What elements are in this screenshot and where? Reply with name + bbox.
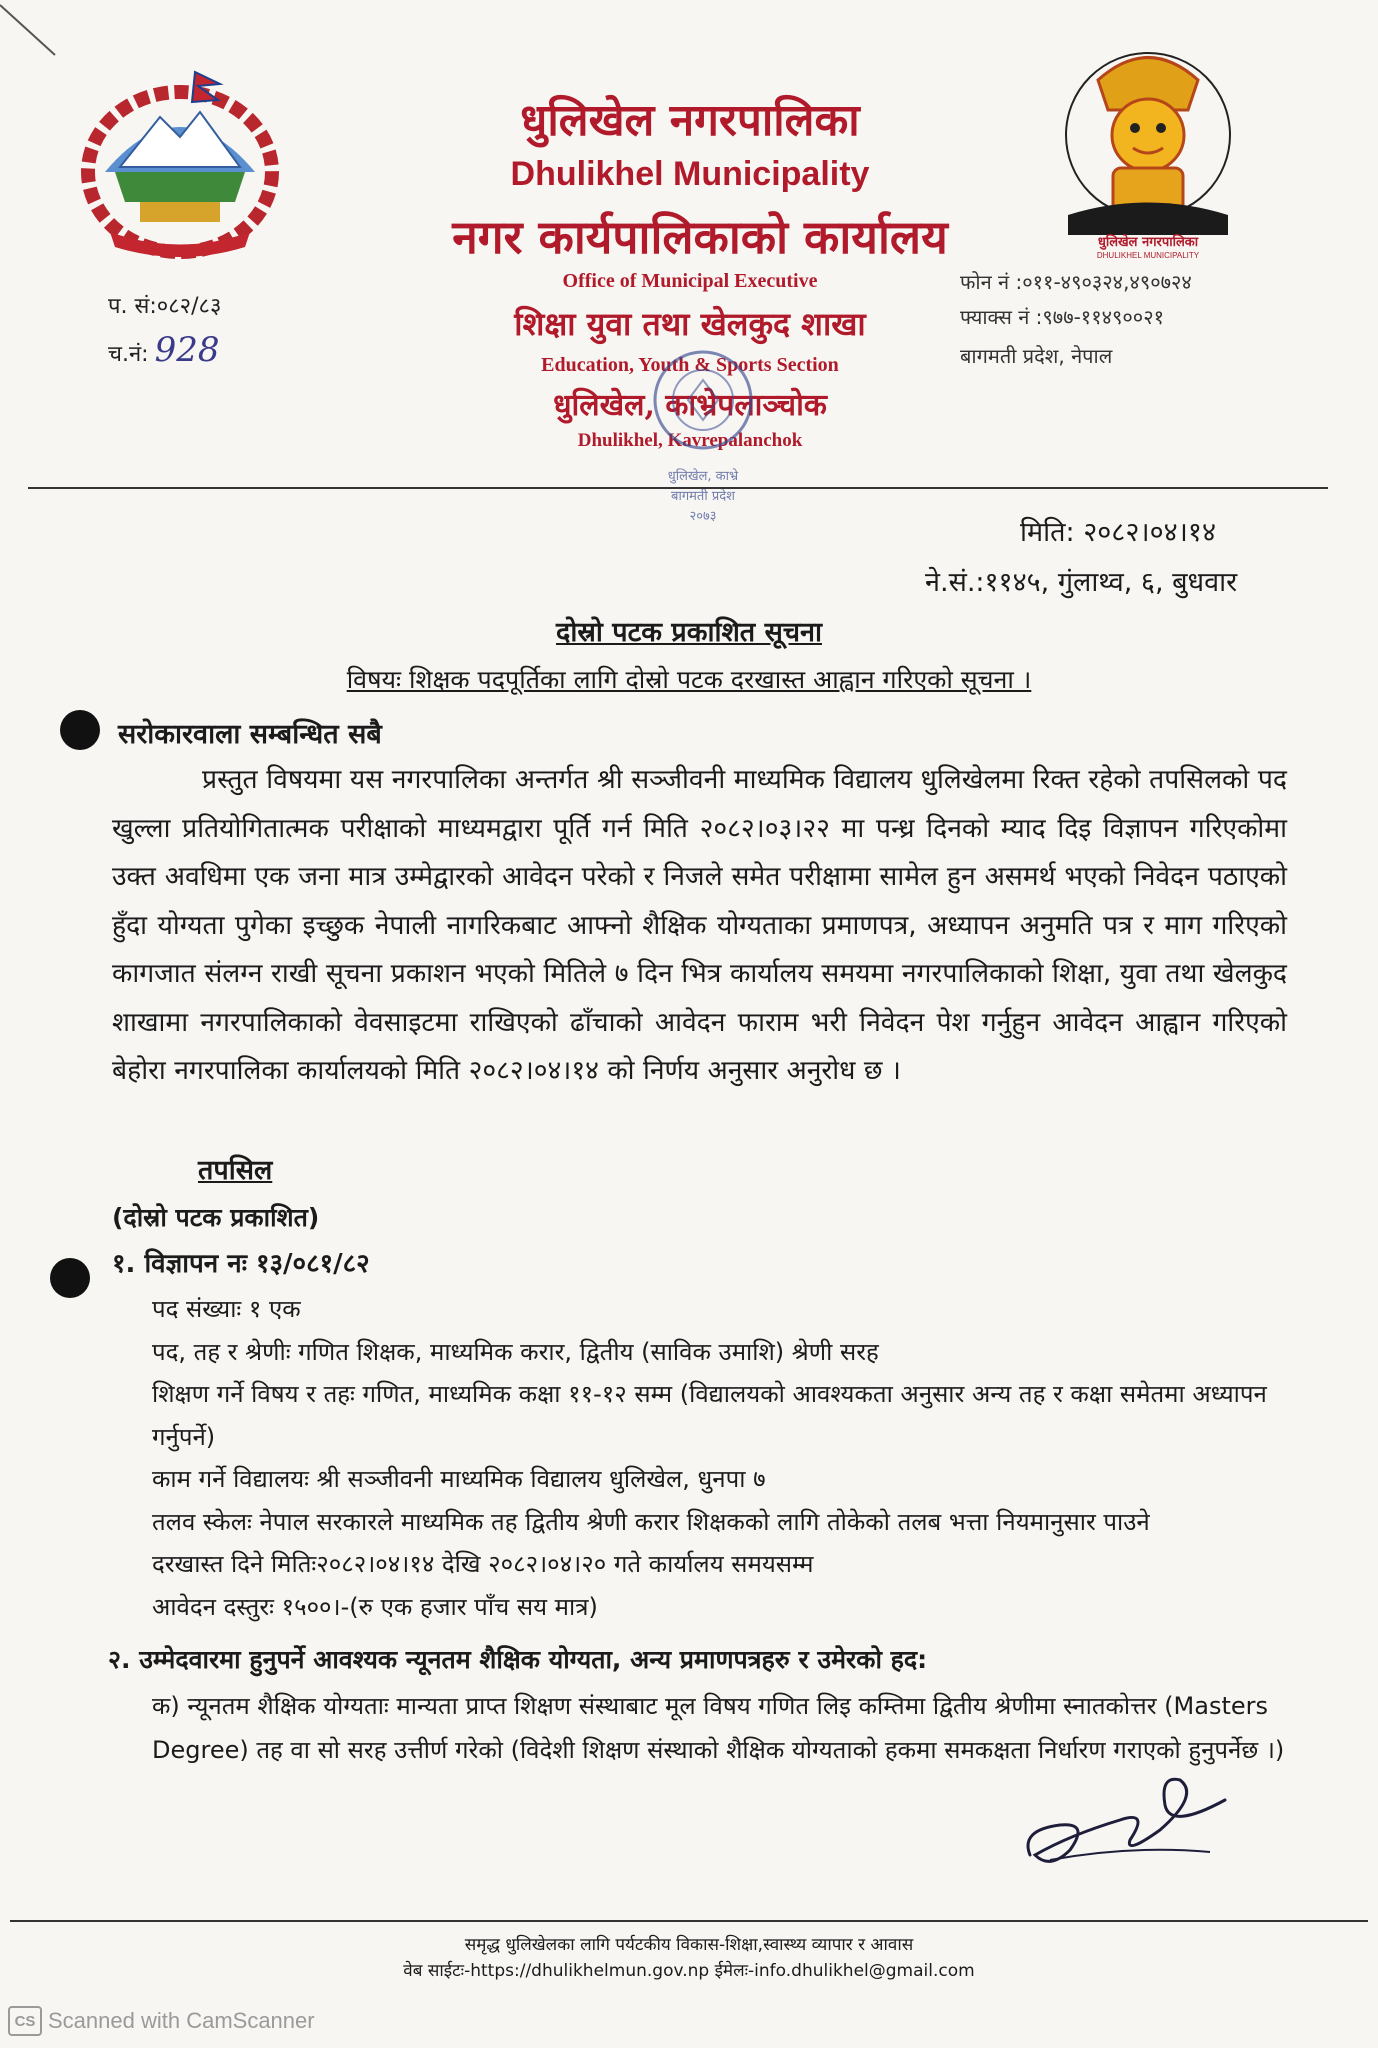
office-name-np: नगर कार्यपालिकाको कार्यालय — [452, 210, 948, 264]
dispatch-number-handwritten: 928 — [154, 330, 220, 370]
notice-body — [112, 756, 1287, 1096]
camscanner-watermark — [8, 2006, 315, 2036]
scan-corner-line — [0, 0, 60, 60]
republished-label: (दोस्रो पटक प्रकाशित) — [112, 1203, 320, 1232]
municipality-mascot-logo — [1058, 40, 1238, 260]
salary-scale: तलव स्केलः नेपाल सरकारले माध्यमिक तह द्वितीय श्रेणी करार शिक्षकको लागि तोकेको तलब भत्ता नियमानुसार पाउने — [152, 1507, 1150, 1536]
footer-divider — [10, 1920, 1368, 1922]
mascot-caption-en: DHULIKHEL MUNICIPALITY — [1096, 251, 1200, 260]
advert-details — [152, 1288, 1287, 1628]
qualification-heading: २. उम्मेदवारमा हुनुपर्ने आवश्यक न्यूनतम शैक्षिक योग्यता, अन्य प्रमाणपत्रहरु र उमेरको हद: — [108, 1645, 928, 1674]
section-name-en: Education, Youth & Sports Section — [541, 354, 839, 376]
notice-title — [0, 612, 1378, 649]
header-divider — [28, 487, 1328, 489]
footer-slogan: समृद्ध धुलिखेलका लागि पर्यटकीय विकास-शिक्षा,स्वास्थ्य व्यापार र आवास — [464, 1935, 914, 1955]
advert-number-heading: १. विज्ञापन नः १३/०८१/८२ — [112, 1249, 370, 1279]
post-count: पद संख्याः १ एक — [152, 1295, 301, 1323]
bullet-mark — [60, 710, 100, 750]
notice-body-paragraph: प्रस्तुत विषयमा यस नगरपालिका अन्तर्गत श्री सञ्जीवनी माध्यमिक विद्यालय धुलिखेलमा रिक्त रहेको तपसिलको पद खुल्ला प्रतियोगितात्मक परीक्षाको माध्यमद्वारा पूर्ति गर्न मिति २०८२।०३।२२ मा पन्ध्र दिनको म्याद दिइ विज्ञापन गरिएकोमा उक्त अवधिमा एक जना मात्र उम्मेद्वारको आवेदन परेको र निजले समेत परीक्षामा सामेल हुन असमर्थ भएको निवेदन पठाएको हुँदा योग्यता पुगेका इच्छुक नेपाली नागरिकबाट आफ्नो शैक्षिक योग्यताका प्रमाणपत्र, अध्यापन अनुमति पत्र र माग गरिएको कागजात संलग्न राखी सूचना प्रकाशन भएको मितिले ७ दिन भित्र कार्यालय समयमा नगरपालिकाको शिक्षा, युवा तथा खेलकुद शाखामा नगरपालिकाको वेवसाइटमा राखिएको ढाँचाको आवेदन फाराम भरी निवेदन पेश गर्नुहुन आवेदन आह्वान गरिएको बेहोरा नगरपालिका कार्यालयको मिति २०८२।०४।१४ को निर्णय अनुसार अनुरोध छ । — [112, 764, 1287, 1086]
notice-date: मिति: २०८२।०४।१४ — [1020, 517, 1216, 548]
municipality-name-en: Dhulikhel Municipality — [510, 155, 870, 193]
office-name-en: Office of Municipal Executive — [562, 270, 818, 292]
location-en: Dhulikhel, Kavrepalanchok — [577, 430, 803, 451]
location-np: धुलिखेल, काभ्रेपलाञ्चोक — [553, 388, 827, 423]
stamp-text-line-1: धुलिखेल, काभ्रे — [667, 469, 739, 484]
notice-title-text: दोस्रो पटक प्रकाशित सूचना — [556, 617, 822, 648]
stamp-text-line-3: २०७३ — [689, 509, 717, 524]
bullet-mark — [50, 1258, 90, 1298]
letter-reference-number: प. सं:०८२/८३ — [108, 294, 222, 319]
application-dates: दरखास्त दिने मितिः२०८२।०४।१४ देखि २०८२।०४।२० गते कार्यालय समयसम्म — [152, 1550, 814, 1578]
nepal-government-emblem — [60, 62, 300, 262]
mascot-caption-np: धुलिखेल नगरपालिका — [1097, 235, 1199, 250]
nepal-sambat-date: ने.सं.:११४५, गुंलाथ्व, ६, बुधवार — [925, 567, 1238, 598]
dispatch-number — [108, 330, 220, 370]
official-signature — [1010, 1760, 1240, 1880]
section-name-np: शिक्षा युवा तथा खेलकुद शाखा — [514, 305, 866, 343]
post-level-class: पद, तह र श्रेणीः गणित शिक्षक, माध्यमिक करार, द्वितीय (साविक उमाशि) श्रेणी सरह — [152, 1337, 879, 1366]
footer-contact: वेब साईटः-https://dhulikhelmun.gov.np ईमेलः-info.dhulikhel@gmail.com — [403, 1961, 975, 1981]
notice-subject-text: विषयः शिक्षक पदपूर्तिका लागि दोस्रो पटक दरखास्त आह्वान गरिएको सूचना । — [346, 665, 1032, 694]
office-seal-stamp — [618, 330, 788, 545]
tapasil-heading: तपसिल — [198, 1155, 273, 1186]
recipient-line: सरोकारवाला सम्बन्धित सबै — [118, 719, 382, 750]
qualification-details — [152, 1684, 1287, 1772]
minimum-qualification: क) न्यूनतम शैक्षिक योग्यताः मान्यता प्राप्त शिक्षण संस्थाबाट मूल विषय गणित लिइ कम्तिमा द्वितीय श्रेणीमा स्नातकोत्तर (Masters Degree) तह वा सो सरह उत्तीर्ण गरेको (विदेशी शिक्षण संस्थाको शैक्षिक योग्यताको हकमा समकक्षता निर्धारण गराएको हुनुपर्नेछ ।) — [152, 1692, 1285, 1764]
camscanner-text: Scanned with CamScanner — [48, 2008, 315, 2033]
working-school: काम गर्ने विद्यालयः श्री सञ्जीवनी माध्यमिक विद्यालय धुलिखेल, धुनपा ७ — [152, 1465, 766, 1493]
municipality-name-np: धुलिखेल नगरपालिका — [520, 95, 860, 146]
application-fee: आवेदन दस्तुरः १५००।-(रु एक हजार पाँच सय मात्र) — [152, 1592, 598, 1621]
phone-number: फोन नं :०११-४९०३२४,४९०७२४ — [960, 270, 1192, 294]
teaching-subject-level: शिक्षण गर्ने विषय र तहः गणित, माध्यमिक कक्षा ११-१२ सम्म (विद्यालयको आवश्यकता अनुसार अन्य तह र कक्षा समेतमा अध्यापन गर्नुपर्ने) — [152, 1380, 1267, 1451]
camscanner-logo-icon: CS — [8, 2006, 42, 2036]
fax-number: फ्याक्स नं :९७७-११४९००२१ — [960, 305, 1165, 329]
stamp-text-line-2: बागमती प्रदेश — [671, 489, 735, 504]
dispatch-number-label: च.नं: — [108, 342, 149, 367]
province-address: बागमती प्रदेश, नेपाल — [960, 344, 1113, 368]
notice-subject — [0, 662, 1378, 696]
